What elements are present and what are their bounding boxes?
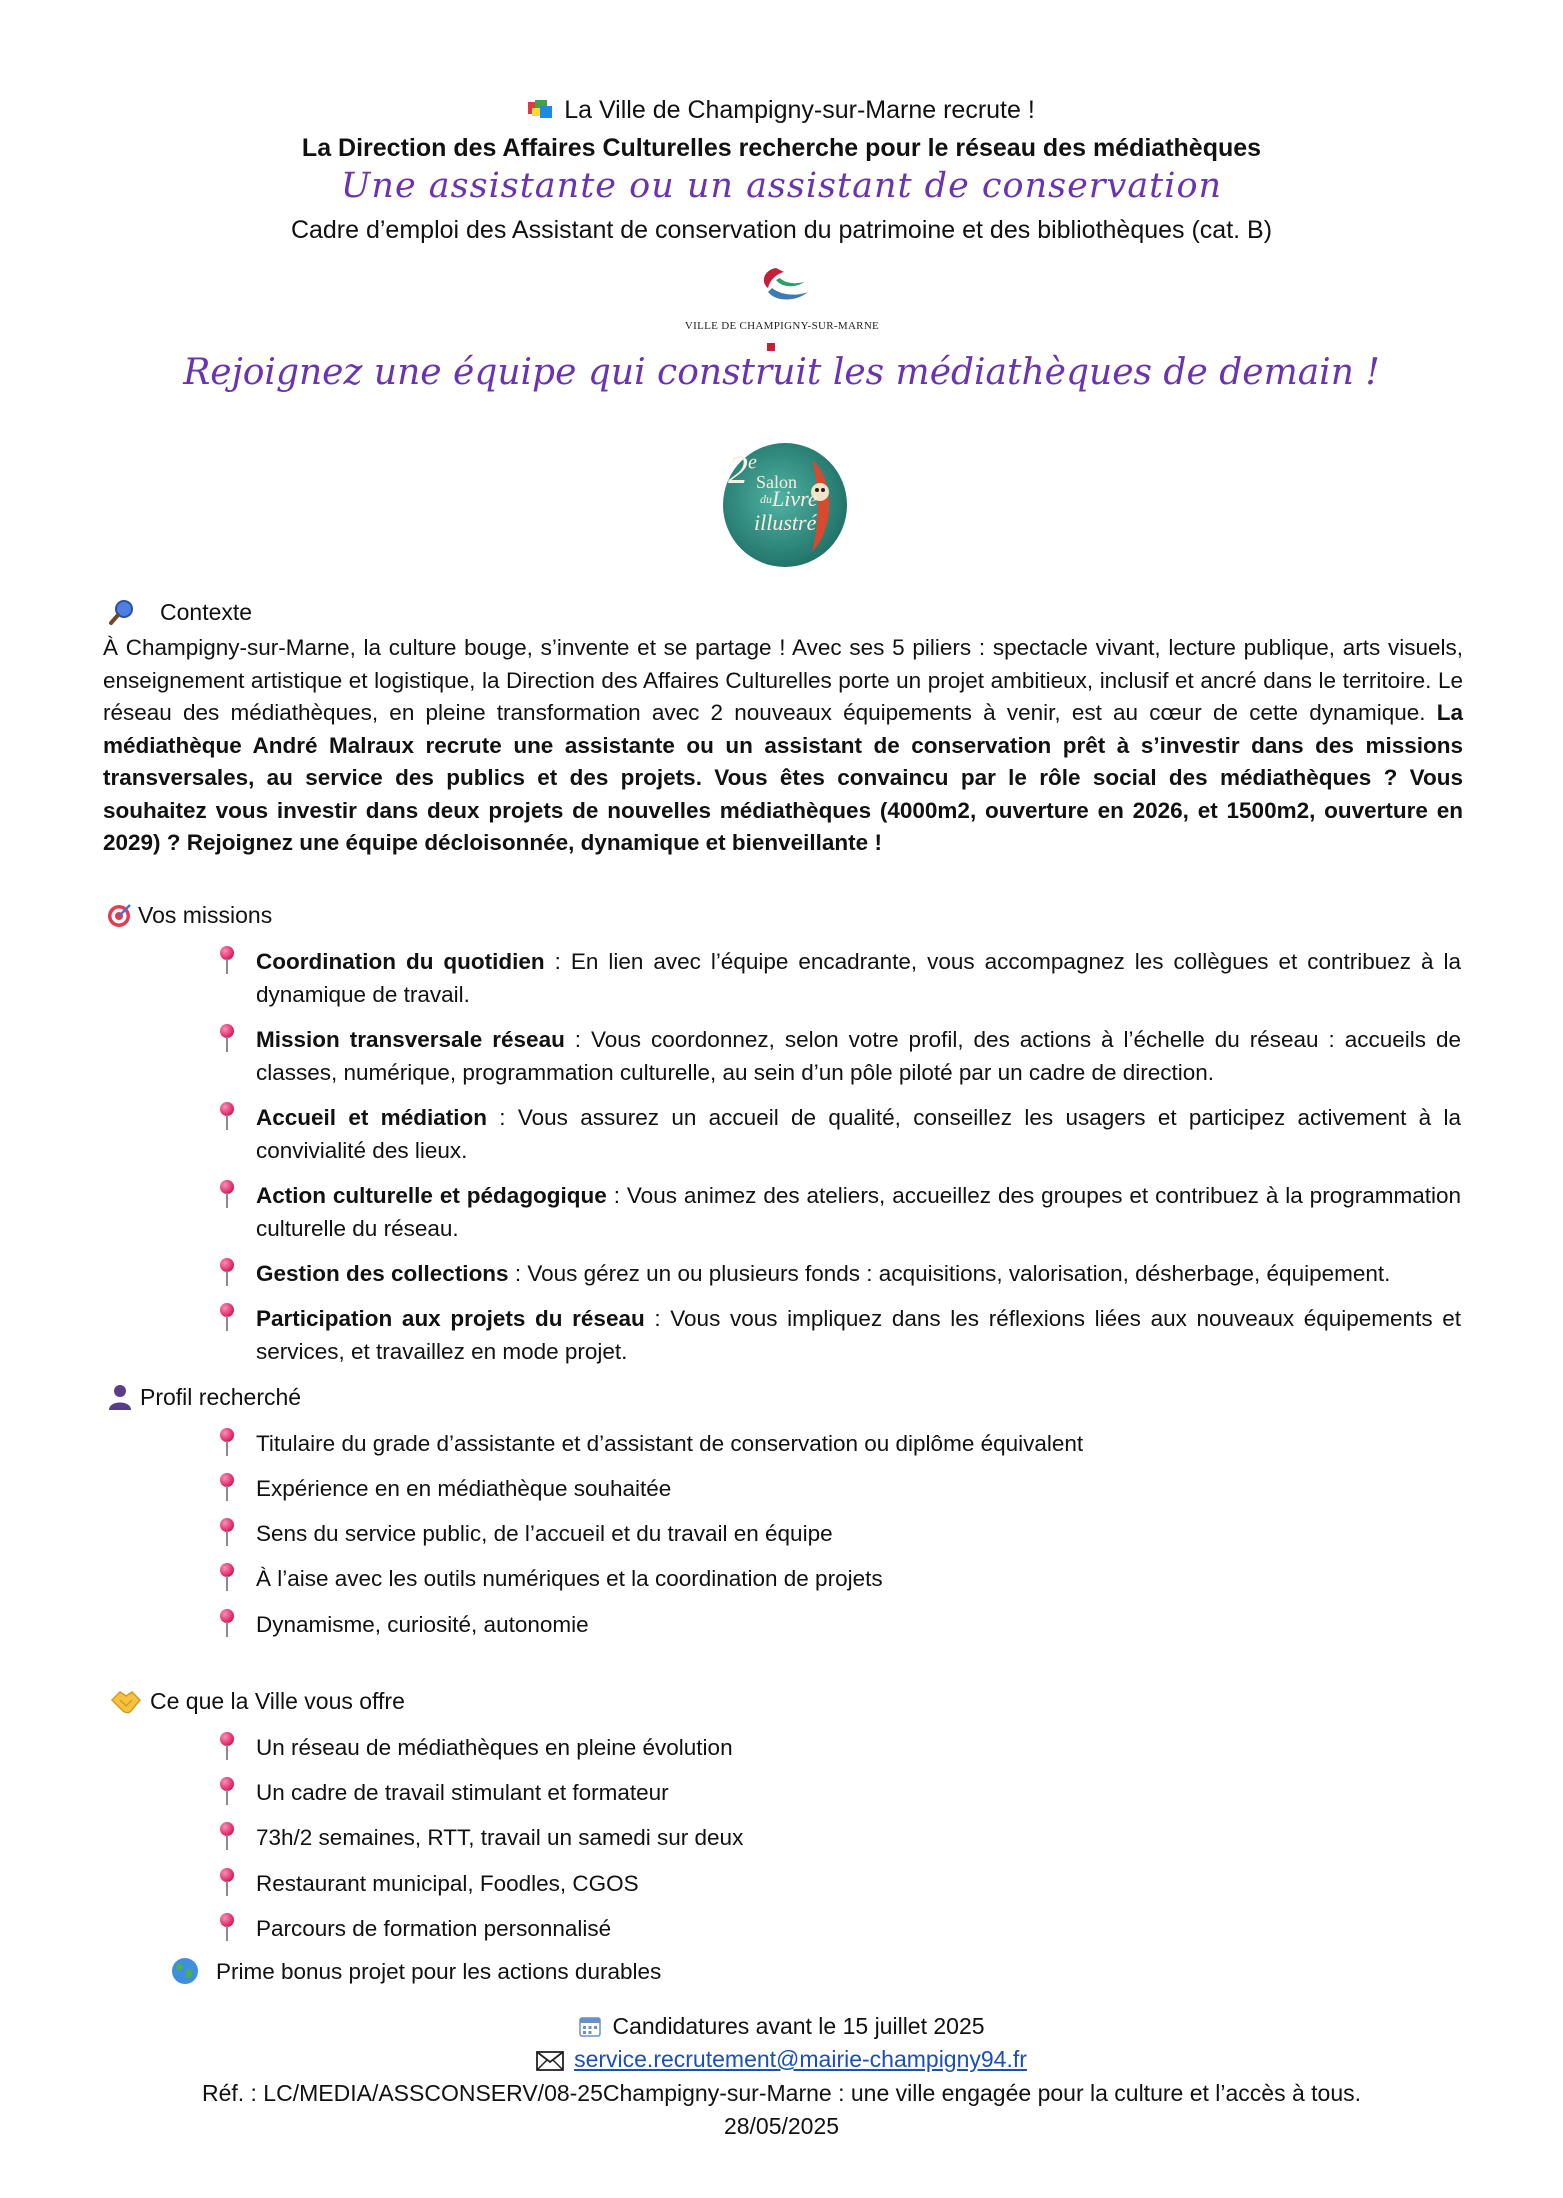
pushpin-icon bbox=[218, 1102, 236, 1132]
job-title: Une assistante ou un assistant de conservation bbox=[340, 166, 1223, 206]
offre-item: Restaurant municipal, Foodles, CGOS bbox=[218, 1868, 1461, 1901]
badge-word-illustre: illustré bbox=[754, 510, 817, 535]
reference-line: Réf. : LC/MEDIA/ASSCONSERV/08-25Champigny-sur-Marne : une ville engagée pour la culture et l’accès à tous. bbox=[201, 2080, 1362, 2106]
logo-red-square bbox=[767, 343, 775, 351]
city-logo-text: VILLE DE CHAMPIGNY-SUR-MARNE bbox=[684, 320, 880, 332]
profil-item: À l’aise avec les outils numériques et la coordination de projets bbox=[218, 1563, 1461, 1596]
recruit-headline: La Ville de Champigny-sur-Marne recrute ! bbox=[0, 96, 1563, 125]
pushpin-icon bbox=[218, 1180, 236, 1210]
badge-number: 2e bbox=[728, 447, 757, 492]
pushpin-icon bbox=[218, 1822, 236, 1852]
globe-icon bbox=[170, 1956, 200, 1986]
pushpin-icon bbox=[218, 1473, 236, 1503]
color-blocks-icon bbox=[528, 100, 554, 120]
pushpin-icon bbox=[218, 1024, 236, 1054]
badge-word-du: du bbox=[760, 492, 772, 506]
badge-word-livre: Livre bbox=[772, 486, 818, 511]
handshake-icon bbox=[110, 1686, 142, 1716]
profil-item: Titulaire du grade d’assistante et d’assistant de conservation ou diplôme équivalent bbox=[218, 1428, 1461, 1461]
pushpin-icon bbox=[218, 1609, 236, 1639]
pushpin-icon bbox=[218, 1258, 236, 1288]
mission-item: Accueil et médiation : Vous assurez un accueil de qualité, conseillez les usagers et participez activement à la convivialité des lieux. bbox=[218, 1102, 1461, 1167]
profil-item: Dynamisme, curiosité, autonomie bbox=[218, 1609, 1461, 1642]
contexte-paragraph: À Champigny-sur-Marne, la culture bouge, s’invente et se partage ! Avec ses 5 piliers : spectacle vivant, lecture publique, arts visuels, enseignement artistique et logistique, la Direction des Affaires Culturelles porte un projet ambitieux, inclusif et ancré dans le territoire. Le réseau des médiathèques, en pleine transformation avec 2 nouveaux équipements à venir, est au cœur de cette dynamique. La médiathèque André Malraux recrute une assistante ou un assistant de conservation prêt à s’investir dans des missions transversales, au service des publics et des projets. Vous êtes convaincu par le rôle social des médiathèques ? Vous souhaitez vous investir dans deux projets de nouvelles médiathèques (4000m2, ouverture en 2026, et 1500m2, ouverture en 2029) ? Rejoignez une équipe décloisonnée, dynamique et bienveillante ! bbox=[103, 635, 1463, 855]
city-logo-mark bbox=[672, 258, 892, 318]
person-silhouette-icon bbox=[108, 1383, 132, 1411]
mission-item: Gestion des collections : Vous gérez un ou plusieurs fonds : acquisitions, valorisation, désherbage, équipement. bbox=[218, 1258, 1461, 1291]
offre-heading: Ce que la Ville vous offre bbox=[110, 1686, 405, 1716]
pushpin-icon bbox=[218, 1777, 236, 1807]
pushpin-icon bbox=[218, 1518, 236, 1548]
missions-heading: Vos missions bbox=[106, 902, 272, 929]
tagline: Rejoignez une équipe qui construit les médiathèques de demain ! bbox=[183, 352, 1380, 393]
salon-livre-badge bbox=[716, 440, 854, 570]
envelope-icon bbox=[536, 2050, 564, 2077]
email-link[interactable]: service.recrutement@mairie-champigny94.fr bbox=[574, 2046, 1027, 2072]
offre-item: Parcours de formation personnalisé bbox=[218, 1913, 1461, 1946]
mission-item: Participation aux projets du réseau : Vous vous impliquez dans les réflexions liées aux nouveaux équipements et services, et travaillez en mode projet. bbox=[218, 1303, 1461, 1368]
mission-item: Coordination du quotidien : En lien avec l’équipe encadrante, vous accompagnez les collègues et contribuez à la dynamique de travail. bbox=[218, 946, 1461, 1011]
pushpin-icon bbox=[218, 1868, 236, 1898]
mission-item: Mission transversale réseau : Vous coordonnez, selon votre profil, des actions à l’échelle du réseau : accueils de classes, numérique, programmation culturelle, au sein d’un pôle piloté par un cadre de direction. bbox=[218, 1024, 1461, 1089]
contexte-heading: Contexte bbox=[108, 598, 252, 626]
email-line bbox=[0, 2046, 1563, 2077]
magnifier-icon bbox=[108, 598, 136, 626]
pushpin-icon bbox=[218, 1732, 236, 1762]
pushpin-icon bbox=[218, 946, 236, 976]
profil-item: Sens du service public, de l’accueil et du travail en équipe bbox=[218, 1518, 1461, 1551]
badge-word-salon: Salon bbox=[756, 472, 798, 492]
date-line: 28/05/2025 bbox=[723, 2113, 840, 2139]
offre-bonus-item: Prime bonus projet pour les actions durables bbox=[170, 1956, 1421, 1989]
target-icon bbox=[106, 903, 132, 929]
pushpin-icon bbox=[218, 1428, 236, 1458]
pushpin-icon bbox=[218, 1303, 236, 1333]
profil-heading: Profil recherché bbox=[108, 1383, 301, 1411]
mission-item: Action culturelle et pédagogique : Vous animez des ateliers, accueillez des groupes et contribuez à la programmation culturelle du réseau. bbox=[218, 1180, 1461, 1245]
offre-item: Un cadre de travail stimulant et formateur bbox=[218, 1777, 1461, 1810]
profil-item: Expérience en en médiathèque souhaitée bbox=[218, 1473, 1461, 1506]
calendar-icon bbox=[578, 2014, 602, 2044]
pushpin-icon bbox=[218, 1913, 236, 1943]
direction-line: La Direction des Affaires Culturelles recherche pour le réseau des médiathèques bbox=[301, 134, 1262, 162]
deadline-line: Candidatures avant le 15 juillet 2025 bbox=[0, 2013, 1563, 2044]
pushpin-icon bbox=[218, 1563, 236, 1593]
city-logo bbox=[672, 258, 892, 358]
offre-item: Un réseau de médiathèques en pleine évolution bbox=[218, 1732, 1461, 1765]
offre-item: 73h/2 semaines, RTT, travail un samedi sur deux bbox=[218, 1822, 1461, 1855]
cadre-emploi-line: Cadre d’emploi des Assistant de conservation du patrimoine et des bibliothèques (cat. B) bbox=[290, 216, 1273, 244]
